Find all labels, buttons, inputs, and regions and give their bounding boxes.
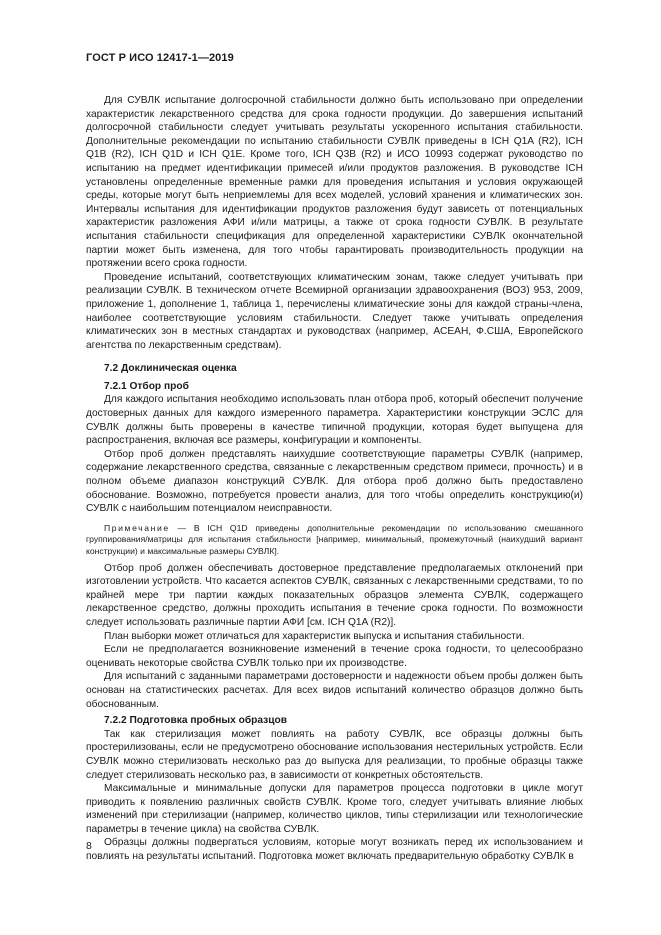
subsection-heading-7-2-2: 7.2.2 Подготовка пробных образцов [104, 715, 287, 727]
paragraph-sampling-plan: Для каждого испытания необходимо использовать план отбора проб, который обеспечит получение достоверных данных для каждого измеренного параметра. Характеристики конструкции ЭСЛС для СУВЛК должны быть проверены в качестве типичной продукции, которая будет выпущена для распространения, включая все размеры, конфигурации и компоненты. [86, 394, 583, 447]
page-number: 8 [86, 840, 92, 852]
paragraph-no-changes-expected: Если не предполагается возникновение изменений в течение срока годности, то целесообразно оценивать некоторые свойства СУВЛК только при их производстве. [86, 644, 583, 669]
paragraph-process-tolerances: Максимальные и минимальные допуски для параметров процесса подготовки в цикле могут приводить к появлению различных свойств СУВЛК. Кроме того, следует учитывать влияние любых изменений при стерилизации (например, количество циклов, типы стерилизации или технологические параметры в течение цикла) на свойства СУВЛК. [86, 783, 583, 835]
paragraph-worst-case-sampling: Отбор проб должен представлять наихудшие соответствующие параметры СУВЛК (например, содержание лекарственного средства, связанные с лекарственным средством примеси, прочность) и в полном объеме диапазон конструкций СУВЛК. Для отбора проб должно быть предоставлено обоснование. Возможно, потребуется провести анализ, для того чтобы определить конструкцию(и) СУВЛК с наибольшим потенциалом неисправности. [86, 448, 583, 515]
document-body [86, 94, 583, 864]
paragraph-long-term-stability: Для СУВЛК испытание долгосрочной стабильности должно быть использовано при определении характеристик лекарственного средства для срока годности продукции. До завершения испытаний долгосрочной стабильности следует учитывать результаты ускоренного испытания стабильности. Дополнительные рекомендации по испытанию стабильности СУВЛК приведены в ICH Q1A (R2), ICH Q1B (R2), ICH Q1D и ICH Q1E. Кроме того, ICH Q3B (R2) и ИСО 10993 содержат руководство по испытанию на предмет идентификации примесей и/или продуктов разложения. В руководстве ICH установлены определенные временные рамки для проведения испытания и условия окружающей среды, которые могут быть неприемлемы для всех моделей, условий хранения и климатических зон. Интервалы испытания для идентификации продуктов разложения будут зависеть от потенциальных характеристик разложения АФИ и/или матрицы, а также от срока годности СУВЛК. В результате испытания стабильности спецификация для определенной характеристики СУВЛК окончательной партии может быть изменена, для того чтобы гарантировать производительность продукции на протяжении всего срока годности. [86, 95, 583, 270]
note-label: Примечание [104, 522, 170, 533]
paragraph-sampling-plan-differs: План выборки может отличаться для характеристик выпуска и испытания стабильности. [104, 630, 525, 642]
paragraph-statistical-sample-size: Для испытаний с заданными параметрами достоверности и надежности объем пробы должен быть основан на статистических расчетах. Для всех видов испытаний количество образцов должно быть обоснованным. [86, 671, 583, 710]
note-text: — В ICH Q1D приведены дополнительные рекомендации по использованию смешанного группирования/матрицы для испытания стабильности [например, минимальный, промежуточный (наихудший вариант конструкции) и максимальные размеры СУВЛК]. [86, 522, 583, 556]
note-block [86, 523, 583, 558]
paragraph-sample-conditioning: Образцы должны подвергаться условиям, которые могут возникать перед их использованием и повлиять на результаты испытаний. Подготовка может включать предварительную обработку СУВЛК в [86, 837, 583, 863]
paragraph-sampling-representation: Отбор проб должен обеспечивать достоверное представление предполагаемых отклонений при изготовлении устройств. Что касается аспектов СУВЛК, связанных с лекарственными средствами, то по крайней мере три партии каждых показательных образцов элемента СУВЛК, содержащего лекарственное средство, должны проходить испытания в течение срока годности. По возможности следует использовать различные партии АФИ [см. ICH Q1A (R2)]. [86, 562, 583, 628]
subsection-heading-7-2-1: 7.2.1 Отбор проб [104, 380, 189, 392]
document-header: ГОСТ Р ИСО 12417-1—2019 [86, 52, 234, 64]
paragraph-sterilization: Так как стерилизация может повлиять на работу СУВЛК, все образцы должны быть простерилизованы, если не предусмотрено обоснование использования нестерильных устройств. Если СУВЛК можно стерилизовать несколько раз до выпуска для реализации, то пробные образцы также следует стерилизовать несколько раз, в зависимости от конкретных обстоятельств. [86, 728, 583, 781]
section-heading-7-2: 7.2 Доклиническая оценка [104, 363, 237, 375]
paragraph-climatic-zones: Проведение испытаний, соответствующих климатическим зонам, также следует учитывать при реализации СУВЛК. В техническом отчете Всемирной организации здравоохранения (ВОЗ) 953, 2009, приложение 1, дополнение 1, таблица 1, перечислены климатические зоны для каждой страны-члена, наиболее соответствующие условиям стабильности. Следует также учитывать определения климатических зон в местных стандартах и руководствах (например, АСЕАН, Ф.США, Европейского агентства по лекарственным средствам). [86, 271, 583, 351]
